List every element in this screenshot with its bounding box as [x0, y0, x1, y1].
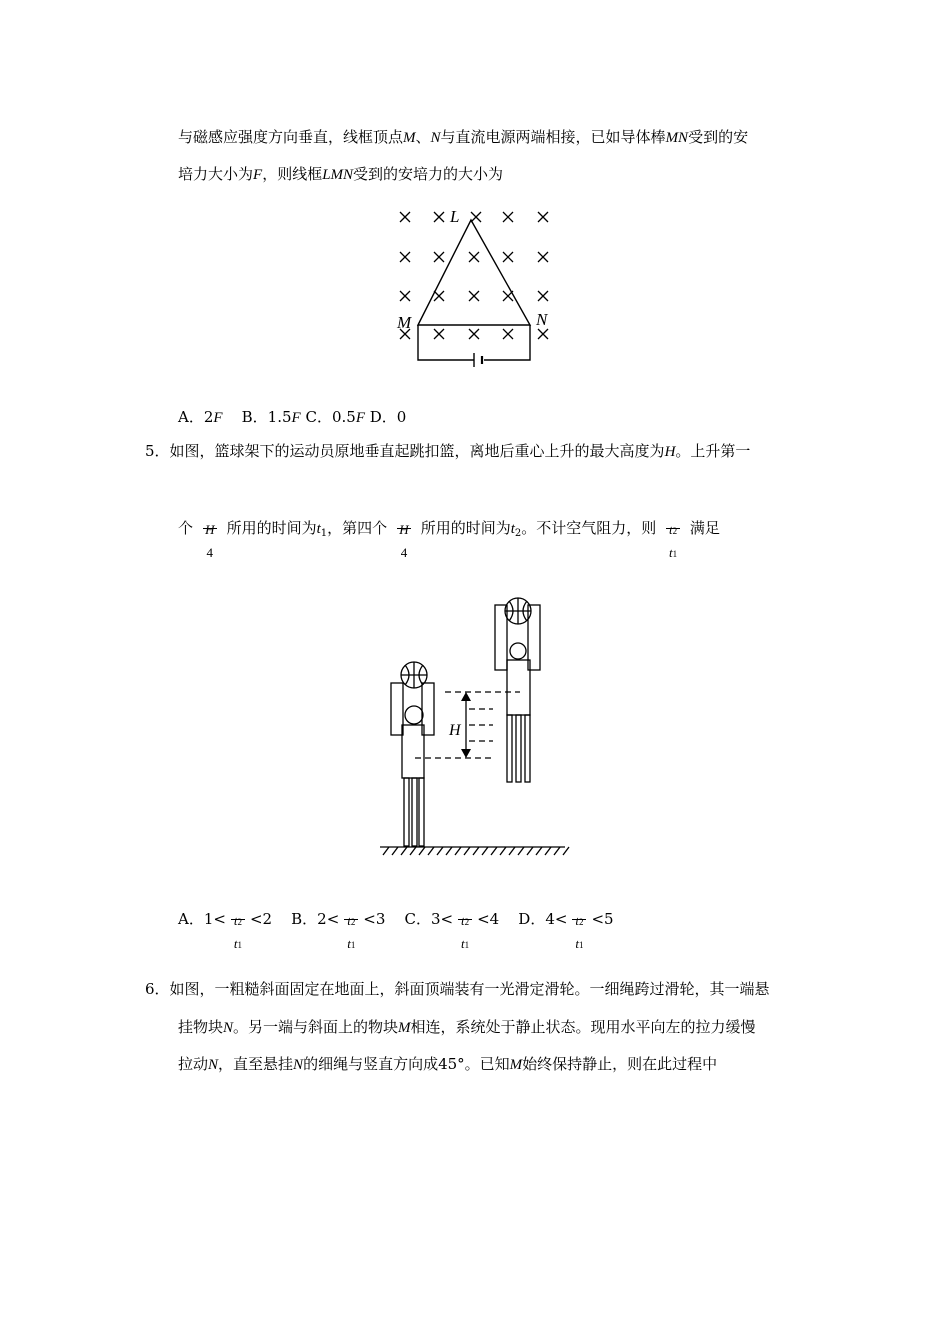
arrow-head-down	[461, 749, 471, 758]
option-a-ratio: t2 t1	[230, 899, 246, 941]
ground-hatch-mark	[563, 847, 569, 855]
magnetic-field-crosses	[400, 212, 548, 339]
ground-hatch-mark	[410, 847, 416, 855]
ground-hatch-mark	[473, 847, 479, 855]
field-cross-icon	[471, 212, 481, 222]
field-cross-icon	[434, 329, 444, 339]
field-cross-icon	[434, 252, 444, 262]
battery-circuit-wire	[418, 325, 474, 360]
label-n: N	[536, 310, 548, 329]
q5-text-line1: 5．如图，篮球架下的运动员原地垂直起跳扣篮，离地后重心上升的最大高度为H。上升第一	[145, 442, 751, 460]
q4-figure-magnetic-frame	[390, 200, 570, 370]
option-b-ratio: t2 t1	[343, 899, 359, 941]
battery-circuit-wire-right	[484, 325, 530, 360]
arrow-head-up	[461, 692, 471, 701]
label-h: H	[449, 722, 461, 739]
ground-hatch-mark	[464, 847, 470, 855]
ground-hatch-mark	[491, 847, 497, 855]
q5-figure-jump	[375, 595, 575, 865]
field-cross-icon	[469, 291, 479, 301]
field-cross-icon	[538, 212, 548, 222]
field-cross-icon	[503, 329, 513, 339]
fraction-t2-over-t1: t2 t1	[665, 508, 681, 550]
ground-hatch-mark	[518, 847, 524, 855]
field-cross-icon	[538, 252, 548, 262]
ground-hatching	[383, 847, 569, 855]
q6-text-line3: 拉动N，直至悬挂N的细绳与竖直方向成45°。已知M始终保持静止，则在此过程中	[178, 1055, 718, 1073]
ground-hatch-mark	[455, 847, 461, 855]
q5-options: A．1< t2 t1 <2 B．2< t2 t1 <3 C．3< t2 t1 <4 D．4< t2 t1 <5	[178, 897, 614, 941]
field-cross-icon	[400, 252, 410, 262]
field-cross-icon	[434, 291, 444, 301]
triangle-frame-lmn	[418, 220, 530, 325]
field-cross-icon	[503, 212, 513, 222]
field-cross-icon	[400, 291, 410, 301]
field-cross-icon	[503, 252, 513, 262]
standing-player	[391, 662, 434, 846]
ground-hatch-mark	[428, 847, 434, 855]
option-d-ratio: t2 t1	[571, 899, 587, 941]
ground-hatch-mark	[383, 847, 389, 855]
field-cross-icon	[538, 329, 548, 339]
field-cross-icon	[469, 329, 479, 339]
field-cross-icon	[434, 212, 444, 222]
jumping-player	[495, 598, 540, 782]
ground-hatch-mark	[536, 847, 542, 855]
label-m: M	[397, 313, 412, 332]
field-cross-icon	[400, 212, 410, 222]
ground-hatch-mark	[392, 847, 398, 855]
fraction-h-over-4-second: H 4	[396, 508, 412, 550]
field-cross-icon	[469, 252, 479, 262]
ground-hatch-mark	[401, 847, 407, 855]
ground-hatch-mark	[509, 847, 515, 855]
ground-hatch-mark	[554, 847, 560, 855]
label-l: L	[450, 207, 460, 226]
q4-options: A．2F B．1.5F C．0.5F D．0	[178, 408, 407, 426]
ground-hatch-mark	[482, 847, 488, 855]
ground-hatch-mark	[437, 847, 443, 855]
height-dashed-lines	[415, 692, 520, 758]
option-c-ratio: t2 t1	[457, 899, 473, 941]
ground-hatch-mark	[500, 847, 506, 855]
ground-hatch-mark	[446, 847, 452, 855]
q6-text-line1: 6．如图，一粗糙斜面固定在地面上，斜面顶端装有一光滑定滑轮。一细绳跨过滑轮，其一端悬	[145, 980, 770, 998]
field-cross-icon	[538, 291, 548, 301]
q4-text-line1: 与磁感应强度方向垂直，线框顶点M、N与直流电源两端相接，已如导体棒MN受到的安	[178, 128, 749, 146]
q4-text-line2: 培力大小为F，则线框LMN受到的安培力的大小为	[178, 165, 504, 183]
q5-text-line2: 个 H 4 所用的时间为$t_1$，第四个 H 4 所用的时间为$t_2$。不计空气阻力，则 t2 t1 满足	[178, 506, 720, 550]
ground-hatch-mark	[419, 847, 425, 855]
ground-hatch-mark	[545, 847, 551, 855]
ground-hatch-mark	[527, 847, 533, 855]
fraction-h-over-4: H 4	[202, 508, 218, 550]
q6-text-line2: 挂物块N。另一端与斜面上的物块M相连，系统处于静止状态。现用水平向左的拉力缓慢	[178, 1018, 756, 1036]
